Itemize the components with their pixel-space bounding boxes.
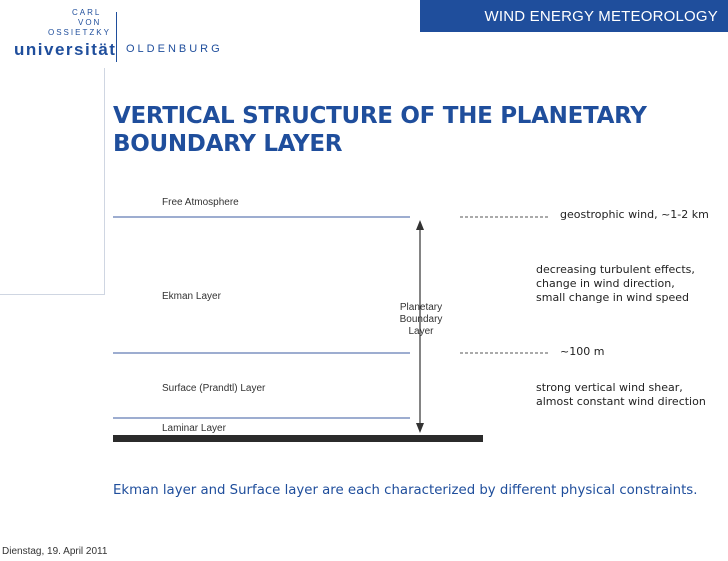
pbl-label-line-2: Boundary [399, 314, 443, 325]
note-ekman-line-3: small change in wind speed [536, 291, 690, 304]
layer-label-surface: Surface (Prandtl) Layer [162, 383, 266, 394]
footer-date: Dienstag, 19. April 2011 [2, 546, 108, 557]
logo-city: OLDENBURG [126, 43, 223, 55]
layer-label-ekman: Ekman Layer [162, 291, 221, 302]
slide-caption: Ekman layer and Surface layer are each characterized by different physical constraints. [113, 483, 698, 498]
course-title: WIND ENERGY METEOROLOGY [484, 8, 718, 25]
note-geostrophic-height: geostrophic wind, ~1-2 km [560, 208, 709, 221]
layer-label-laminar: Laminar Layer [162, 423, 226, 434]
layer-label-free-atmosphere: Free Atmosphere [162, 197, 239, 208]
pbl-label-line-3: Layer [408, 326, 434, 337]
pbl-label [392, 302, 450, 338]
logo-line-von: VON [78, 18, 102, 27]
logo-line-carl: CARL [72, 8, 102, 17]
note-ekman-line-2: change in wind direction, [536, 277, 675, 290]
note-surface-line-2: almost constant wind direction [536, 395, 706, 408]
logo-university: universität [14, 40, 117, 59]
pbl-arrow-head-up [416, 220, 424, 230]
note-surface-height: ~100 m [560, 345, 605, 358]
pbl-arrow-head-down [416, 423, 424, 433]
note-ekman-description [536, 263, 695, 305]
slide-title-line-2: BOUNDARY LAYER [113, 131, 343, 157]
logo-line-ossietzky: OSSIETZKY [48, 28, 111, 37]
note-ekman-line-1: decreasing turbulent effects, [536, 263, 695, 276]
note-surface-description [536, 381, 706, 409]
slide-title-line-1: VERTICAL STRUCTURE OF THE PLANETARY [113, 103, 647, 129]
pbl-label-line-1: Planetary [399, 302, 443, 313]
note-surface-line-1: strong vertical wind shear, [536, 381, 683, 394]
ground-surface [113, 435, 483, 442]
